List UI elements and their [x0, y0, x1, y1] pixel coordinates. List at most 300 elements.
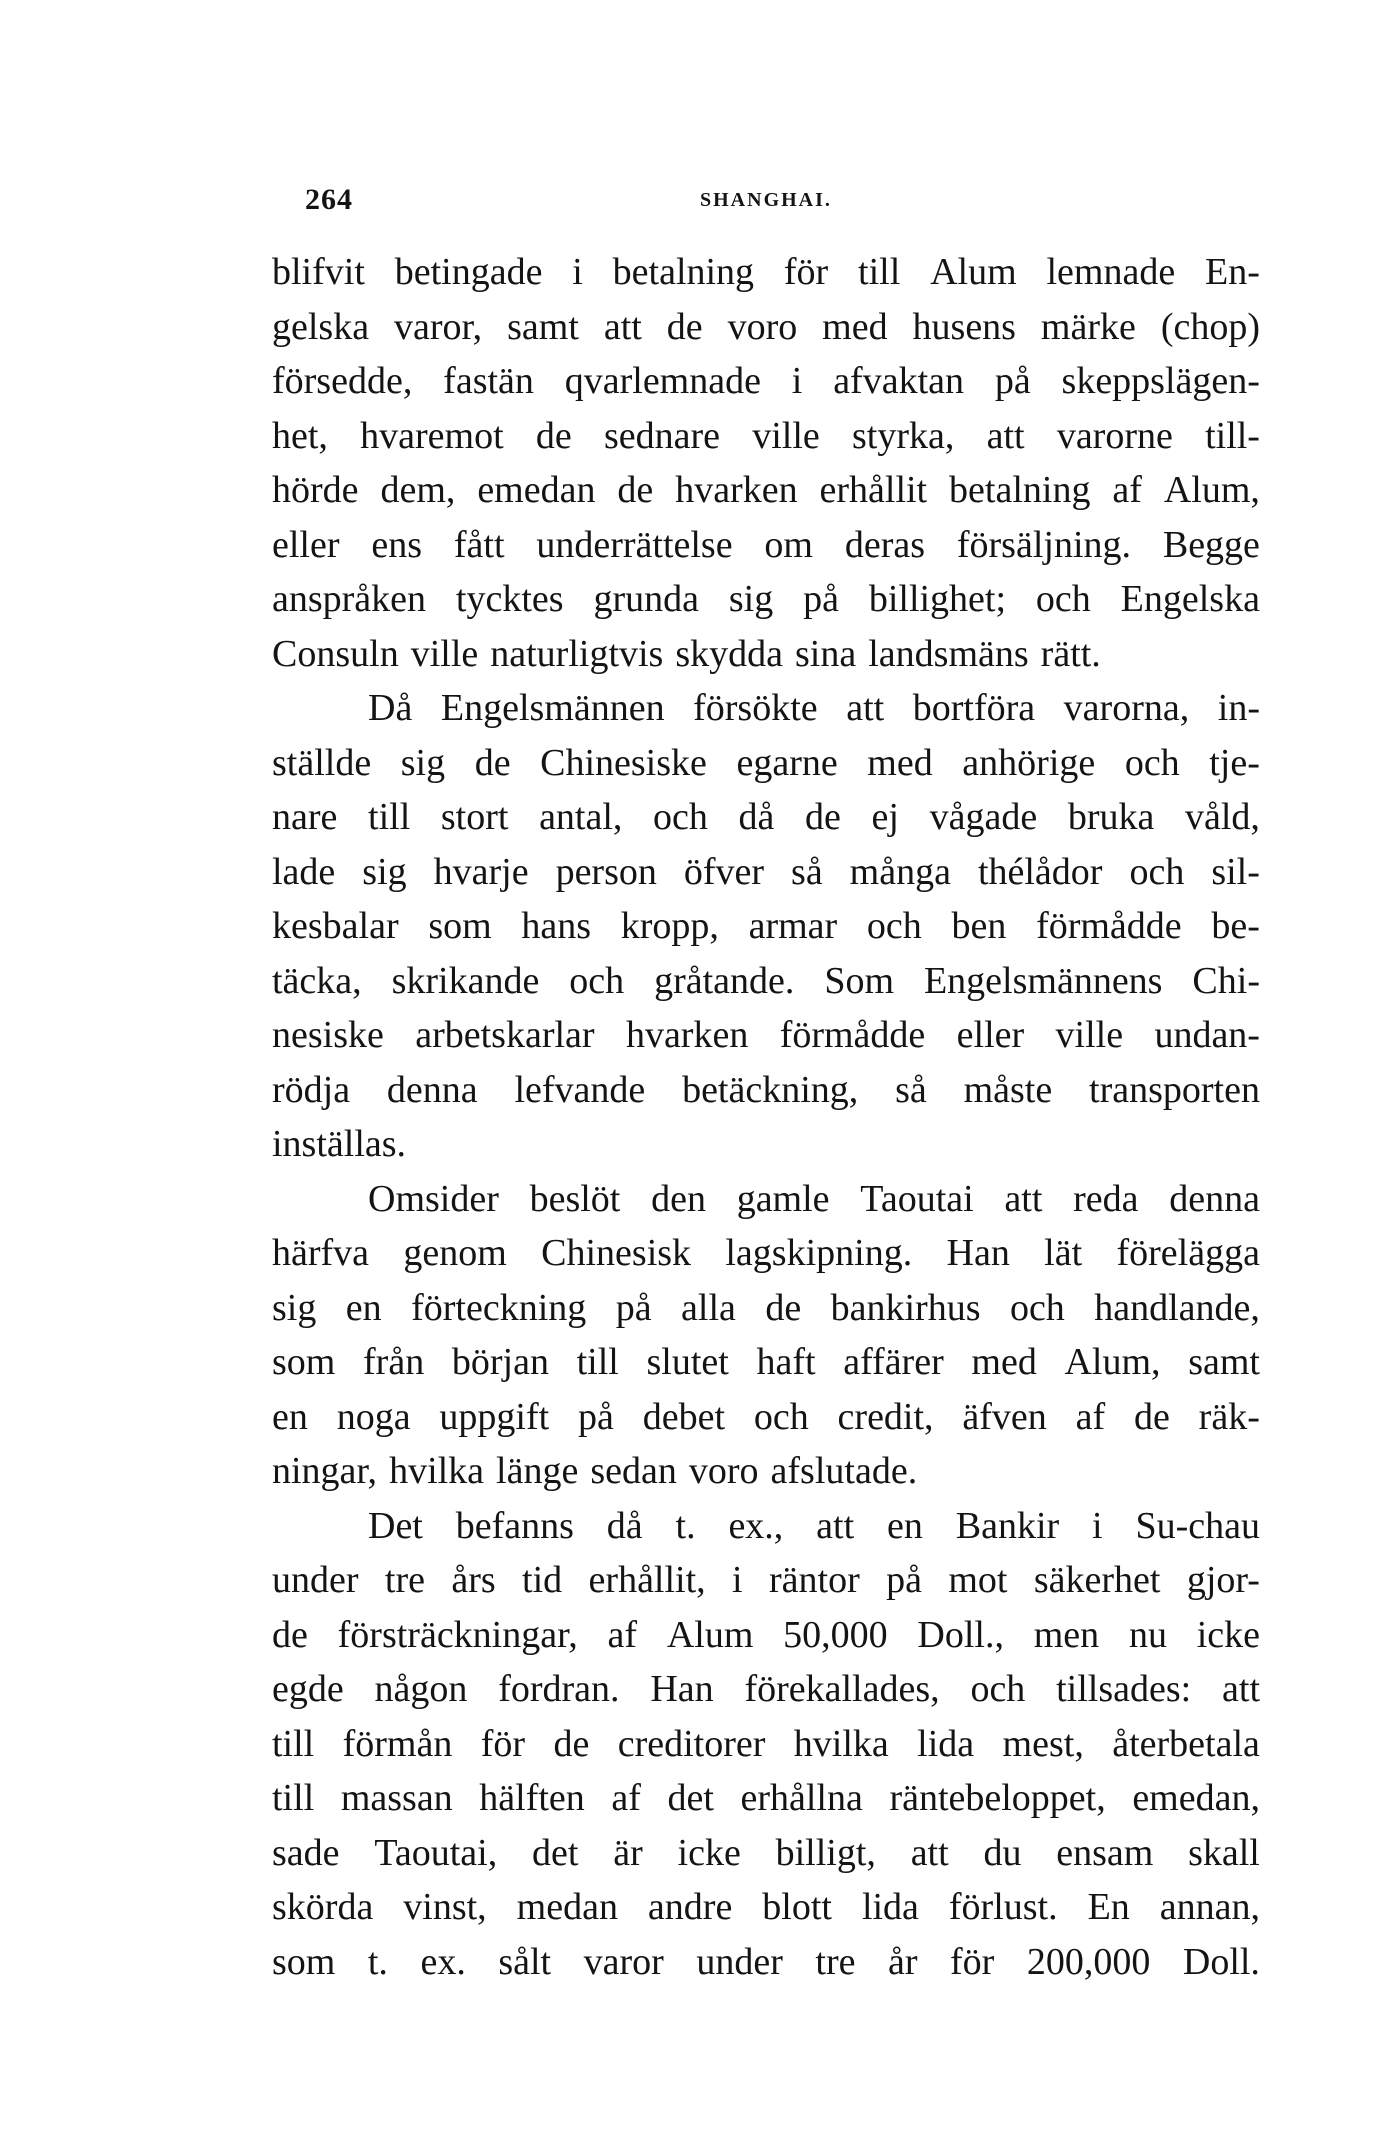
word: tje-	[1209, 741, 1260, 784]
word: hvaremot	[360, 414, 504, 457]
page-number: 264	[305, 183, 353, 216]
word: annan,	[1159, 1886, 1260, 1928]
word: betäckning,	[682, 1068, 859, 1111]
word: blott	[762, 1886, 832, 1928]
word: rödja	[272, 1068, 351, 1111]
word: till	[576, 1341, 619, 1383]
word: de	[617, 469, 654, 511]
word: den	[651, 1177, 706, 1220]
word: ex.,	[728, 1504, 784, 1547]
word: gjor-	[1186, 1559, 1260, 1601]
word: varorna,	[1063, 687, 1190, 729]
word: lida	[861, 1886, 919, 1928]
text-line	[272, 845, 1260, 900]
word: gamle	[736, 1177, 830, 1220]
word: t.	[675, 1504, 696, 1547]
word: gråtande.	[654, 959, 795, 1002]
word: En-	[1205, 251, 1260, 293]
word: Chi-	[1192, 959, 1260, 1002]
word: antal,	[539, 796, 623, 838]
word: affärer	[843, 1341, 944, 1383]
text-line	[272, 1499, 1260, 1554]
word: på	[994, 360, 1031, 402]
text-line	[272, 1935, 1260, 1990]
word: tillsades:	[1056, 1668, 1192, 1710]
word: betalning	[949, 469, 1091, 511]
word: början	[451, 1341, 549, 1383]
word: försträckningar,	[337, 1613, 578, 1656]
word: styrka,	[852, 414, 955, 457]
word: anspråken	[272, 578, 427, 620]
word: med	[822, 305, 888, 348]
word: Alum,	[1064, 1341, 1161, 1383]
word: då	[606, 1504, 643, 1547]
word: sig	[272, 1286, 317, 1329]
word: är	[613, 1831, 643, 1874]
text-line	[272, 300, 1260, 355]
word: och	[866, 905, 922, 947]
word: noga	[336, 1395, 411, 1438]
word: gelska	[272, 305, 370, 348]
word: voro	[727, 305, 798, 348]
word: betalning	[612, 251, 755, 293]
word: emedan,	[1132, 1777, 1260, 1819]
word: som	[272, 1341, 336, 1383]
word: nare	[272, 796, 338, 838]
word: icke	[1196, 1613, 1260, 1656]
word: täcka,	[272, 959, 362, 1002]
word: medan	[516, 1886, 618, 1928]
word: landsmäns	[868, 632, 1029, 675]
word: Alum	[666, 1613, 754, 1656]
word: i	[791, 360, 803, 402]
word: Consuln	[272, 632, 399, 675]
word: Su-chau	[1135, 1504, 1260, 1547]
word: person	[555, 850, 657, 893]
word: andre	[647, 1886, 733, 1928]
word: tre	[815, 1940, 856, 1983]
word: erhållna	[740, 1777, 863, 1819]
word: sina	[795, 632, 857, 675]
word: sil-	[1211, 850, 1260, 893]
word: sedan	[590, 1450, 677, 1492]
word: skrikande	[391, 959, 540, 1002]
word: lät	[1044, 1232, 1083, 1274]
word: rätt.	[1040, 632, 1101, 675]
word: ville	[752, 414, 820, 457]
word: ej	[871, 796, 899, 838]
word: de	[1133, 1395, 1170, 1438]
word: de	[553, 1722, 590, 1765]
word: förekallades,	[744, 1668, 940, 1710]
word: förmån	[342, 1722, 453, 1765]
word: att	[1222, 1668, 1260, 1710]
word: lemnade	[1046, 251, 1176, 293]
word: billigt,	[775, 1831, 876, 1874]
word: husens	[912, 305, 1016, 348]
word: lagskipning.	[725, 1232, 913, 1274]
word: ningar,	[272, 1450, 378, 1492]
word: sednare	[603, 414, 721, 457]
word: hälften	[479, 1777, 585, 1819]
word: underrättelse	[536, 523, 733, 566]
word: transporten	[1089, 1068, 1260, 1111]
word: de	[272, 1613, 308, 1656]
word: som	[428, 905, 492, 947]
word: beslöt	[529, 1177, 621, 1220]
word: att	[846, 687, 885, 729]
word: voro	[688, 1450, 759, 1492]
word: under	[272, 1559, 359, 1601]
word: 200,000	[1026, 1940, 1151, 1983]
word: En	[1087, 1886, 1130, 1928]
word: de	[765, 1286, 802, 1329]
word: sig	[400, 741, 446, 784]
word: lefvande	[514, 1068, 646, 1111]
word: många	[849, 850, 951, 893]
word: det	[667, 1777, 714, 1819]
word: förlust.	[948, 1886, 1058, 1928]
word: dem,	[380, 469, 456, 511]
word: de	[805, 796, 841, 838]
word: debet	[642, 1395, 726, 1438]
word: hans	[521, 905, 592, 947]
word: (chop)	[1160, 305, 1260, 348]
word: Som	[824, 959, 895, 1002]
word: t.	[367, 1940, 388, 1983]
word: förmådde	[1036, 905, 1182, 947]
word: handlande,	[1094, 1286, 1260, 1329]
word: att	[603, 305, 642, 348]
word: i	[732, 1559, 743, 1601]
word: eller	[272, 523, 340, 566]
word: Doll.	[1182, 1940, 1260, 1983]
word: befanns	[455, 1504, 574, 1547]
word: billighet;	[868, 578, 1007, 620]
word: Bankir	[955, 1504, 1060, 1547]
word: anhörige	[962, 741, 1096, 784]
word: och	[1129, 850, 1185, 893]
word: för	[480, 1722, 526, 1765]
word: en	[272, 1395, 308, 1438]
word: arbetskarlar	[415, 1014, 595, 1056]
word: ville	[410, 632, 479, 675]
word: skall	[1188, 1831, 1260, 1874]
word: nesiske	[272, 1014, 384, 1056]
word: ville	[1055, 1014, 1124, 1056]
page-header	[305, 183, 1205, 223]
word: undan-	[1154, 1014, 1260, 1056]
word: till	[858, 251, 901, 293]
body-text	[272, 245, 1260, 1989]
text-line	[272, 1063, 1260, 1118]
word: af	[611, 1777, 641, 1819]
word: räntor	[768, 1559, 860, 1601]
word: afvaktan	[833, 360, 964, 402]
word: att	[1004, 1177, 1043, 1220]
word: kropp,	[620, 905, 719, 947]
word: Doll.,	[917, 1613, 1004, 1656]
word: Han	[946, 1232, 1010, 1274]
word: Engelsmännen	[440, 687, 665, 729]
word: naturligtvis	[490, 632, 664, 675]
word: försäljning.	[956, 523, 1131, 566]
word: ensam	[1056, 1831, 1154, 1874]
word: Taoutai	[860, 1177, 974, 1220]
word: en	[345, 1286, 382, 1329]
word: till	[272, 1722, 315, 1765]
word: Engelsmännens	[923, 959, 1163, 1002]
text-line	[272, 409, 1260, 464]
word: het,	[272, 414, 328, 457]
word: de	[666, 305, 703, 348]
word: egde	[272, 1668, 344, 1710]
word: eller	[956, 1014, 1025, 1056]
word: och	[569, 959, 625, 1002]
word: Han	[650, 1668, 714, 1710]
word: till	[368, 796, 411, 838]
word: hörde	[272, 469, 359, 511]
word: afslutade.	[770, 1450, 918, 1492]
word: så	[895, 1068, 927, 1111]
text-line	[272, 1390, 1260, 1445]
word: lida	[917, 1722, 975, 1765]
word: Alum,	[1163, 469, 1260, 511]
word: varor	[583, 1940, 664, 1983]
word: Engelska	[1120, 578, 1260, 620]
word: under	[696, 1940, 783, 1983]
text-line	[272, 736, 1260, 791]
word: ställde	[272, 741, 372, 784]
word: från	[363, 1341, 425, 1383]
word: och	[1035, 578, 1091, 620]
word: Det	[368, 1504, 423, 1547]
word: grunda	[593, 578, 699, 620]
word: hvarken	[625, 1014, 749, 1056]
word: Taoutai,	[374, 1831, 498, 1874]
word: qvarlemnade	[564, 360, 761, 402]
word: armar	[748, 905, 838, 947]
word: denna	[1169, 1177, 1260, 1220]
word: men	[1033, 1613, 1100, 1656]
word: räk-	[1198, 1395, 1260, 1438]
word: förmådde	[779, 1014, 926, 1056]
word: det	[532, 1831, 579, 1874]
word: våld,	[1185, 796, 1260, 838]
word: ens	[371, 523, 423, 566]
word: bruka	[1067, 796, 1155, 838]
word: Begge	[1162, 523, 1260, 566]
word: på	[803, 578, 839, 620]
word: förteckning	[411, 1286, 587, 1329]
word: härfva	[272, 1232, 370, 1274]
word: på	[886, 1559, 922, 1601]
text-line	[272, 1117, 1260, 1172]
word: samt	[507, 305, 579, 348]
word: icke	[677, 1831, 741, 1874]
word: credit,	[837, 1395, 934, 1438]
text-line	[272, 245, 1260, 300]
word: att	[910, 1831, 949, 1874]
word: om	[764, 523, 813, 566]
word: de	[535, 414, 572, 457]
word: reda	[1073, 1177, 1139, 1220]
word: att	[816, 1504, 855, 1547]
word: skörda	[272, 1886, 374, 1928]
word: länge	[496, 1450, 579, 1492]
word: på	[578, 1395, 614, 1438]
word: fått	[453, 523, 505, 566]
word: äfven	[962, 1395, 1047, 1438]
word: säkerhet	[1033, 1559, 1161, 1601]
word: skydda	[675, 632, 784, 675]
word: hvilka	[793, 1722, 889, 1765]
word: för	[783, 251, 829, 293]
word: vågade	[929, 796, 1038, 838]
word: och	[1009, 1286, 1065, 1329]
word: och	[1124, 741, 1180, 784]
word: fordran.	[498, 1668, 620, 1710]
word: i	[1092, 1504, 1103, 1547]
word: genom	[403, 1232, 507, 1274]
text-line	[272, 354, 1260, 409]
word: år	[887, 1940, 918, 1983]
word: emedan	[477, 469, 596, 511]
text-line	[272, 790, 1260, 845]
text-line	[272, 681, 1260, 736]
word: de	[474, 741, 511, 784]
word: bortföra	[912, 687, 1036, 729]
word: i	[572, 251, 583, 293]
word: tid	[522, 1559, 563, 1601]
word: mot	[948, 1559, 1008, 1601]
text-line	[272, 1880, 1260, 1935]
word: då	[738, 796, 775, 838]
word: så	[791, 850, 823, 893]
word: Alum	[930, 251, 1017, 293]
text-line	[272, 1444, 1260, 1499]
word: erhållit,	[588, 1559, 706, 1601]
word: och	[653, 796, 708, 838]
word: hvilka	[389, 1450, 485, 1492]
word: slutet	[646, 1341, 729, 1383]
word: creditorer	[617, 1722, 766, 1765]
text-line	[272, 1826, 1260, 1881]
word: varorne	[1056, 414, 1173, 457]
word: bankirhus	[830, 1286, 981, 1329]
word: Chinesisk	[541, 1232, 692, 1274]
text-line	[272, 1226, 1260, 1281]
word: för	[950, 1940, 995, 1983]
word: alla	[681, 1286, 736, 1329]
text-line	[272, 1335, 1260, 1390]
word: hvarken	[675, 469, 798, 511]
word: räntebeloppet,	[889, 1777, 1106, 1819]
word: du	[983, 1831, 1022, 1874]
word: af	[607, 1613, 638, 1656]
word: med	[867, 741, 933, 784]
text-line	[272, 954, 1260, 1009]
word: med	[971, 1341, 1037, 1383]
text-line	[272, 627, 1260, 682]
text-line	[272, 1172, 1260, 1227]
word: ex.	[420, 1940, 466, 1983]
word: sig	[728, 578, 774, 620]
word: egarne	[736, 741, 838, 784]
word: sig	[362, 850, 407, 893]
word: mest,	[1002, 1722, 1084, 1765]
word: tycktes	[455, 578, 564, 620]
word: märke	[1040, 305, 1136, 348]
text-line	[272, 1717, 1260, 1772]
word: på	[615, 1286, 652, 1329]
word: af	[1112, 469, 1142, 511]
text-line	[272, 572, 1260, 627]
text-line	[272, 899, 1260, 954]
word: till	[272, 1777, 315, 1819]
word: lade	[272, 850, 336, 893]
word: af	[1075, 1395, 1106, 1438]
text-line	[272, 1553, 1260, 1608]
word: in-	[1217, 687, 1260, 729]
running-head: SHANGHAI.	[700, 189, 832, 211]
word: samt	[1188, 1341, 1260, 1383]
text-line	[272, 1608, 1260, 1663]
word: måste	[963, 1068, 1053, 1111]
word: skeppslägen-	[1061, 360, 1260, 402]
word: haft	[756, 1341, 816, 1383]
word: Omsider	[368, 1177, 499, 1220]
word: återbetala	[1112, 1722, 1260, 1765]
word: en	[887, 1504, 923, 1547]
word: tre	[384, 1559, 425, 1601]
word: Då	[368, 687, 413, 729]
word: någon	[374, 1668, 468, 1710]
word: stort	[440, 796, 509, 838]
word: inställas.	[272, 1123, 407, 1165]
word: Chinesiske	[540, 741, 707, 784]
text-line	[272, 1662, 1260, 1717]
word: 50,000	[783, 1613, 888, 1656]
word: öfver	[683, 850, 765, 893]
word: varor,	[394, 305, 483, 348]
word: nu	[1128, 1613, 1167, 1656]
text-line	[272, 1281, 1260, 1336]
word: att	[986, 414, 1025, 457]
word: thélådor	[977, 850, 1103, 893]
word: års	[451, 1559, 496, 1601]
word: be-	[1211, 905, 1260, 947]
text-line	[272, 1008, 1260, 1063]
word: sålt	[498, 1940, 552, 1983]
word: deras	[844, 523, 926, 566]
word: försedde,	[272, 360, 413, 402]
word: blifvit	[272, 251, 365, 293]
word: försökte	[693, 687, 818, 729]
word: hvarje	[433, 850, 529, 893]
word: som	[272, 1940, 336, 1983]
word: och	[970, 1668, 1026, 1710]
word: ben	[951, 905, 1007, 947]
word: kesbalar	[272, 905, 399, 947]
word: till-	[1205, 414, 1260, 457]
word: vinst,	[403, 1886, 487, 1928]
word: massan	[340, 1777, 453, 1819]
word: uppgift	[439, 1395, 550, 1438]
word: fastän	[443, 360, 534, 402]
word: erhållit	[819, 469, 928, 511]
word: sade	[272, 1831, 340, 1874]
